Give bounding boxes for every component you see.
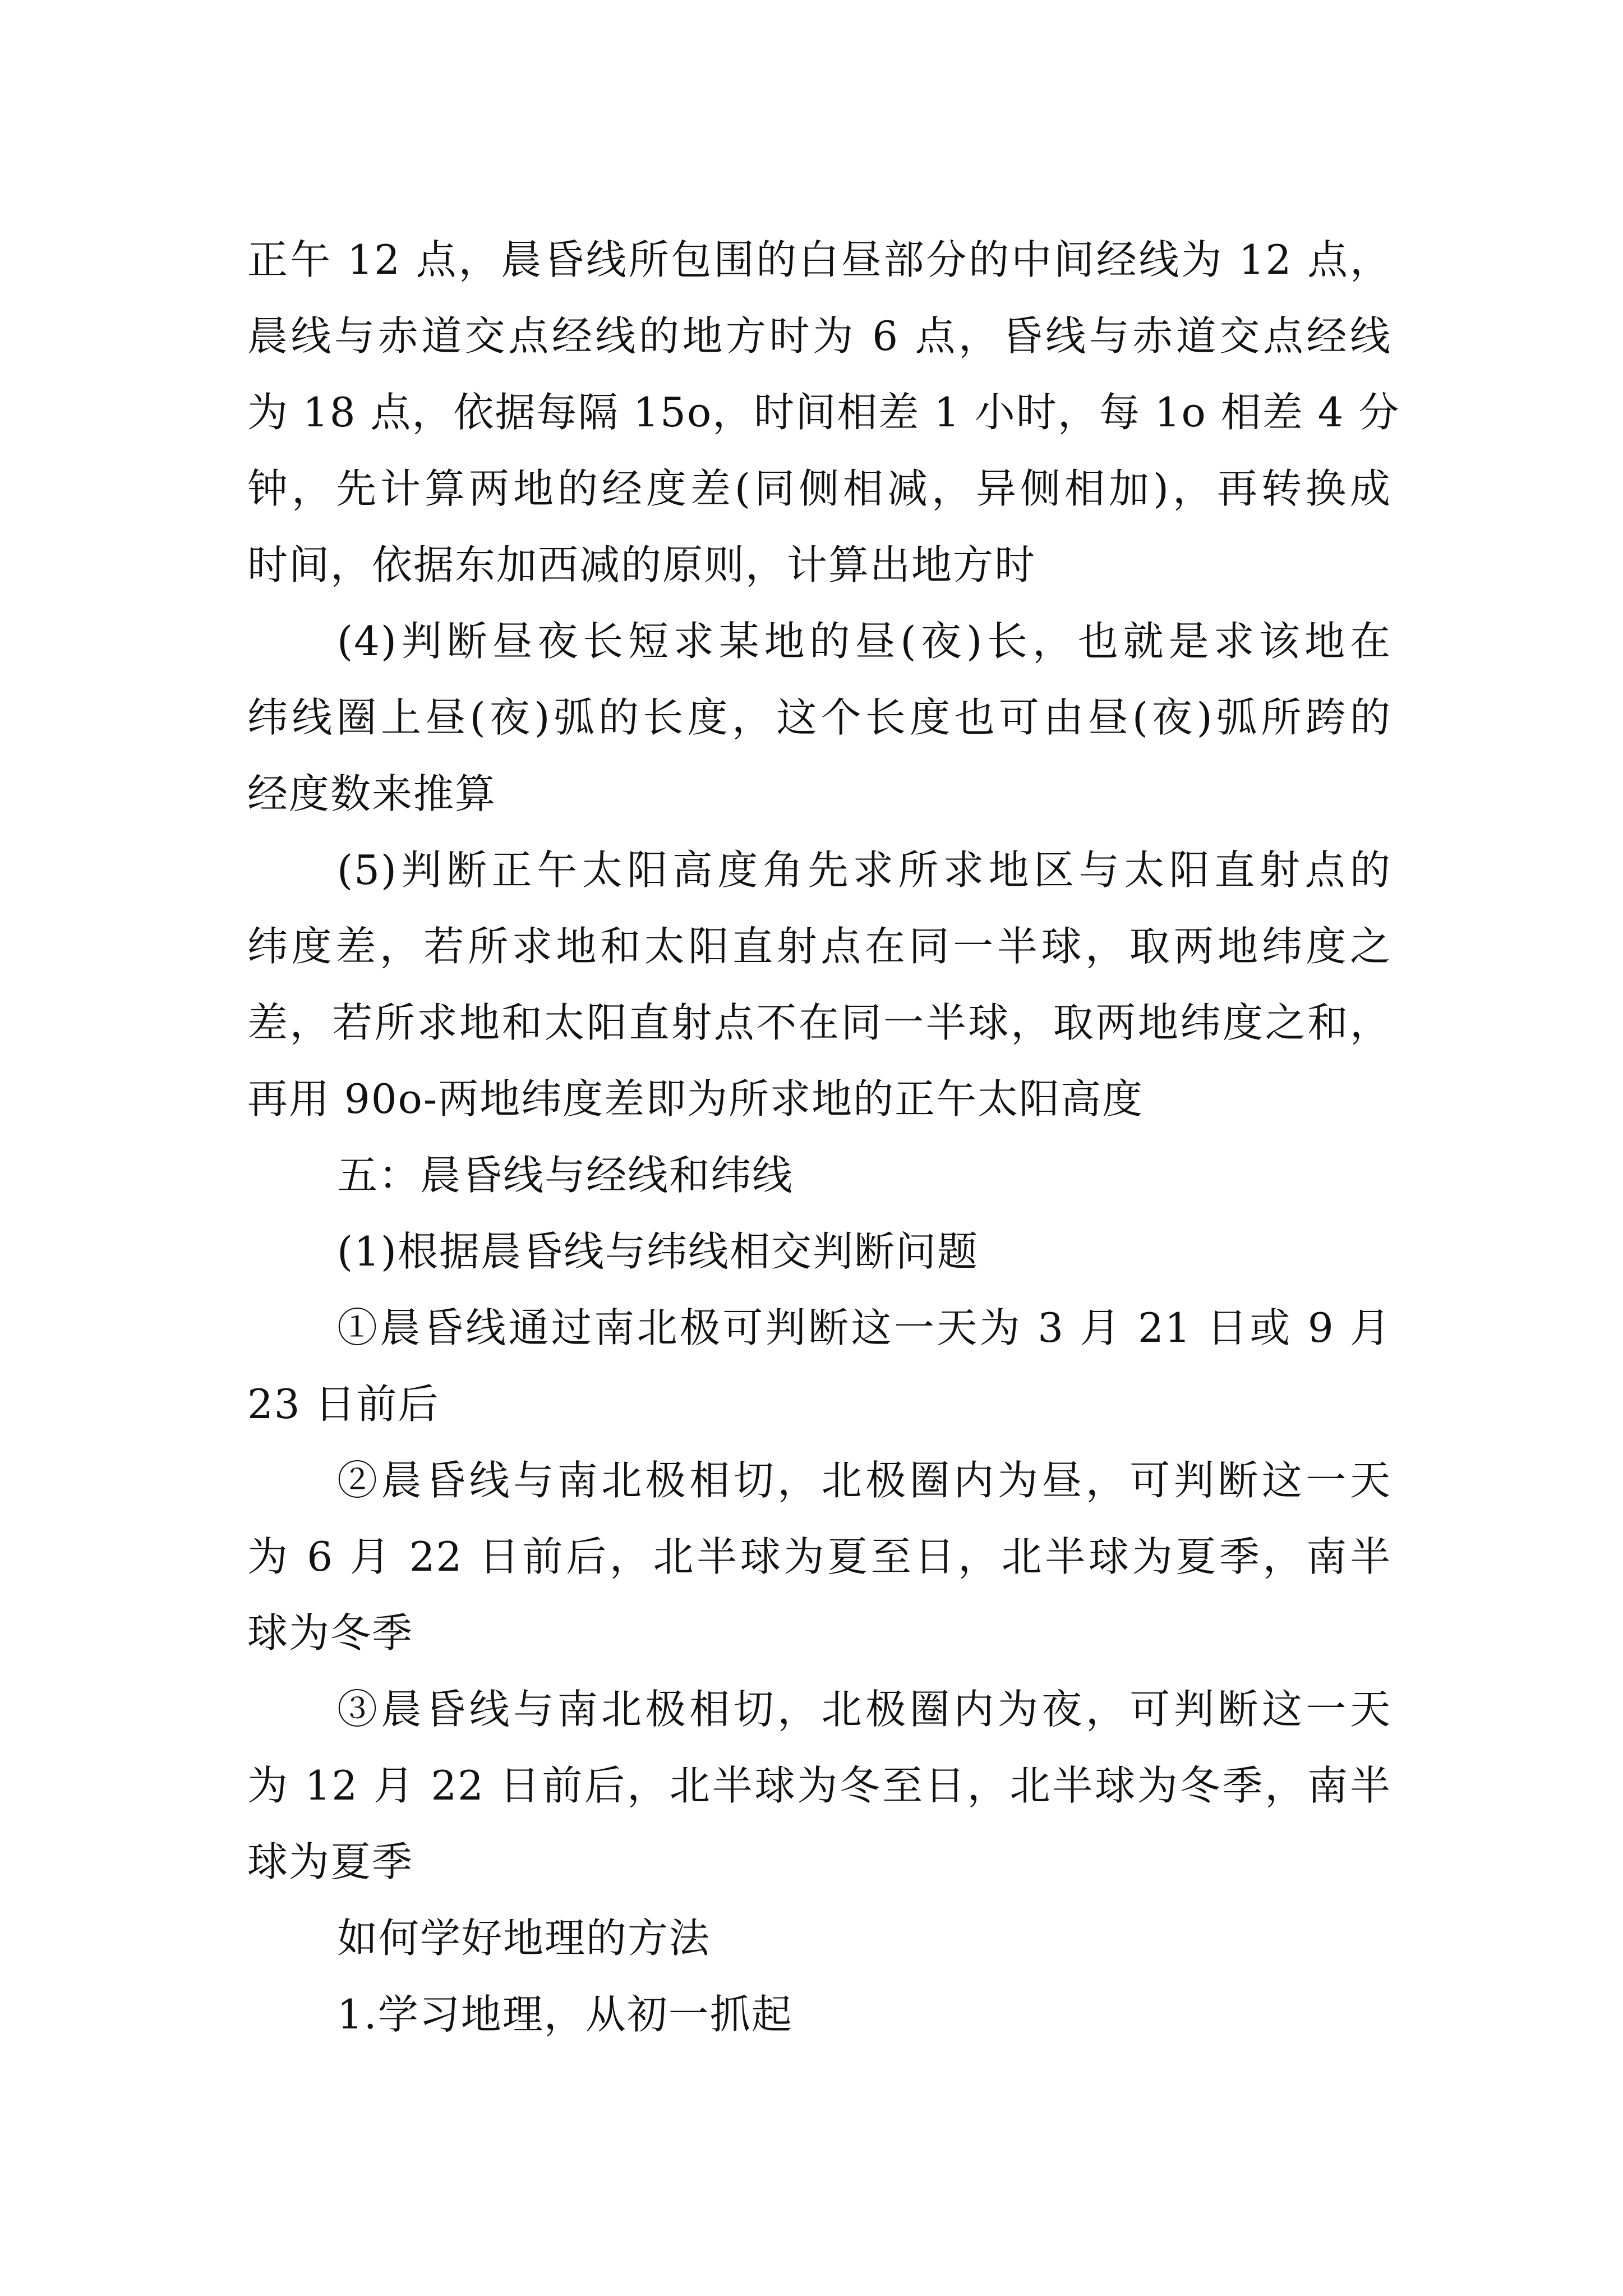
text-line: 正午 12 点，晨昏线所包围的白昼部分的中间经线为 12 点， [247,236,1391,283]
paragraph-start-line: ①晨昏线通过南北极可判断这一天为 3 月 21 日或 9 月 [337,1304,1391,1351]
paragraph-start-line: (4)判断昼夜长短求某地的昼(夜)长，也就是求该地在 [337,618,1391,665]
text-line: 晨线与赤道交点经线的地方时为 6 点，昏线与赤道交点经线 [247,312,1391,360]
text-line: 时间，依据东加西减的原则，计算出地方时 [247,541,1036,588]
text-line: 再用 90o-两地纬度差即为所求地的正午太阳高度 [247,1075,1144,1122]
text-line: 差，若所求地和太阳直射点不在同一半球，取两地纬度之和， [247,999,1391,1046]
subsection-heading: (1)根据晨昏线与纬线相交判断问题 [337,1228,979,1275]
text-line: 球为夏季 [247,1838,414,1885]
text-line: 纬度差，若所求地和太阳直射点在同一半球，取两地纬度之 [247,923,1391,970]
paragraph-start-line: ③晨昏线与南北极相切，北极圈内为夜，可判断这一天 [337,1686,1391,1733]
text-line: 纬线圈上昼(夜)弧的长度，这个长度也可由昼(夜)弧所跨的 [247,694,1391,741]
document-body [247,222,1400,2053]
text-line: 23 日前后 [247,1381,440,1428]
paragraph-start-line: ②晨昏线与南北极相切，北极圈内为昼，可判断这一天 [337,1457,1391,1504]
text-line: 为 18 点，依据每隔 15o，时间相差 1 小时，每 1o 相差 4 分 [247,389,1400,436]
section-heading: 如何学好地理的方法 [337,1915,711,1962]
subsection-heading: 1.学习地理，从初一抓起 [337,1991,793,2038]
text-line: 钟，先计算两地的经度差(同侧相减，异侧相加)，再转换成 [247,465,1391,512]
paragraph-start-line: (5)判断正午太阳高度角先求所求地区与太阳直射点的 [337,846,1391,894]
text-line: 经度数来推算 [247,770,497,817]
text-line: 球为冬季 [247,1609,414,1657]
section-heading: 五：晨昏线与经线和纬线 [337,1152,794,1199]
text-line: 为 12 月 22 日前后，北半球为冬至日，北半球为冬季，南半 [247,1762,1391,1809]
text-line: 为 6 月 22 日前后，北半球为夏至日，北半球为夏季，南半 [247,1533,1391,1580]
